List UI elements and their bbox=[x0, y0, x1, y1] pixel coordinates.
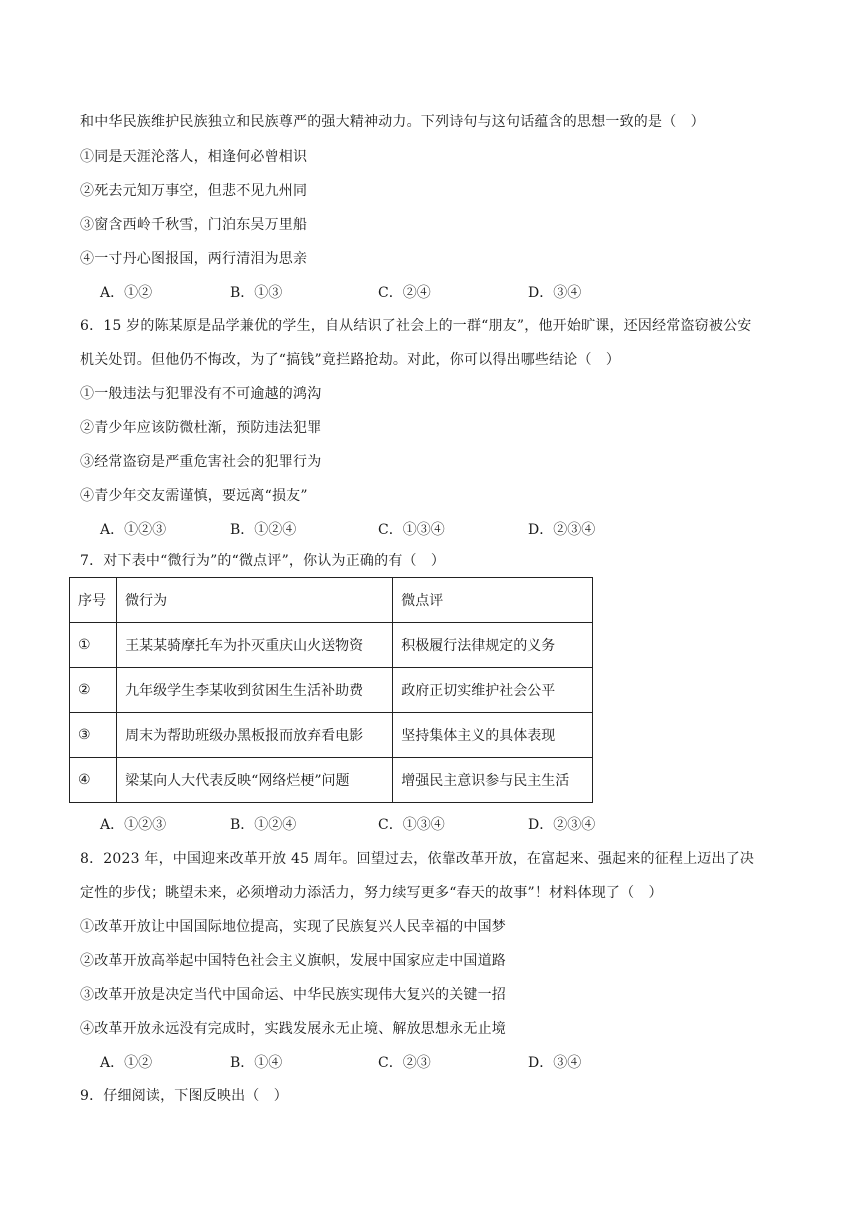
table-header-cell: 微行为 bbox=[117, 578, 393, 623]
q7-option-c[interactable]: C．①③④ bbox=[378, 817, 445, 833]
table-cell: 增强民主意识参与民主生活 bbox=[393, 758, 593, 803]
q6-option-b[interactable]: B．①②④ bbox=[230, 522, 297, 538]
q7-option-b[interactable]: B．①②④ bbox=[230, 817, 297, 833]
q6-option-d[interactable]: D．②③④ bbox=[528, 522, 596, 538]
q8-option-b[interactable]: B．①④ bbox=[230, 1055, 283, 1071]
q6-options bbox=[100, 520, 780, 540]
table-row bbox=[70, 668, 593, 713]
q5-item-3: ③窗含西岭千秋雪，门泊东吴万里船 bbox=[80, 217, 308, 233]
table-cell: 政府正切实维护社会公平 bbox=[393, 668, 593, 713]
q5-options bbox=[100, 283, 780, 303]
table-cell: ④ bbox=[70, 758, 117, 803]
q8-item-3: ③改革开放是决定当代中国命运、中华民族实现伟大复兴的关键一招 bbox=[80, 987, 506, 1003]
q6-item-4: ④青少年交友需谨慎，要远离“损友” bbox=[80, 488, 308, 504]
question-5-stem-tail: 和中华民族维护民族独立和民族尊严的强大精神动力。下列诗句与这句话蕴含的思想一致的是（ ） bbox=[80, 114, 705, 130]
table-cell: 积极履行法律规定的义务 bbox=[393, 623, 593, 668]
table-cell: 周末为帮助班级办黑板报而放弃看电影 bbox=[117, 713, 393, 758]
q6-item-3: ③经常盗窃是严重危害社会的犯罪行为 bbox=[80, 454, 322, 470]
q6-option-c[interactable]: C．①③④ bbox=[378, 522, 445, 538]
q8-item-2: ②改革开放高举起中国特色社会主义旗帜，发展中国家应走中国道路 bbox=[80, 953, 506, 969]
table-row bbox=[70, 623, 593, 668]
q7-table bbox=[69, 577, 593, 803]
table-cell: 王某某骑摩托车为扑灭重庆山火送物资 bbox=[117, 623, 393, 668]
q5-option-d[interactable]: D．③④ bbox=[528, 285, 582, 301]
q8-option-d[interactable]: D．③④ bbox=[528, 1055, 582, 1071]
q5-item-1: ①同是天涯沦落人，相逢何必曾相识 bbox=[80, 149, 308, 165]
q5-option-b[interactable]: B．①③ bbox=[230, 285, 283, 301]
q6-item-2: ②青少年应该防微杜渐，预防违法犯罪 bbox=[80, 420, 322, 436]
q5-option-a[interactable]: A．①② bbox=[100, 285, 153, 301]
q5-item-4: ④一寸丹心图报国，两行清泪为思亲 bbox=[80, 251, 308, 267]
q8-item-4: ④改革开放永远没有完成时，实践发展永无止境、解放思想永无止境 bbox=[80, 1021, 506, 1037]
table-header-cell: 序号 bbox=[70, 578, 117, 623]
q6-option-a[interactable]: A．①②③ bbox=[100, 522, 167, 538]
q8-option-c[interactable]: C．②③ bbox=[378, 1055, 431, 1071]
q8-stem-line-2: 定性的步伐；眺望未来，必须增动力添活力，努力续写更多“春天的故事”！材料体现了（ ） bbox=[80, 885, 663, 901]
table-cell: 梁某向人大代表反映“网络烂梗”问题 bbox=[117, 758, 393, 803]
q8-stem-line-1: 8．2023 年，中国迎来改革开放 45 周年。回望过去，依靠改革开放，在富起来、强起来的征程上迈出了决 bbox=[80, 851, 755, 867]
q8-option-a[interactable]: A．①② bbox=[100, 1055, 153, 1071]
table-cell: 九年级学生李某收到贫困生生活补助费 bbox=[117, 668, 393, 713]
q6-stem-line-1: 6．15 岁的陈某原是品学兼优的学生，自从结识了社会上的一群“朋友”，他开始旷课，还因经常盗窃被公安 bbox=[80, 318, 752, 334]
q9-stem: 9．仔细阅读，下图反映出（ ） bbox=[80, 1088, 288, 1104]
q7-options bbox=[100, 815, 780, 835]
table-cell: ② bbox=[70, 668, 117, 713]
table-row bbox=[70, 713, 593, 758]
table-row bbox=[70, 758, 593, 803]
q8-item-1: ①改革开放让中国国际地位提高，实现了民族复兴人民幸福的中国梦 bbox=[80, 919, 506, 935]
q5-option-c[interactable]: C．②④ bbox=[378, 285, 431, 301]
q7-option-a[interactable]: A．①②③ bbox=[100, 817, 167, 833]
table-cell: 坚持集体主义的具体表现 bbox=[393, 713, 593, 758]
q6-stem-line-2: 机关处罚。但他仍不悔改，为了“搞钱”竟拦路抢劫。对此，你可以得出哪些结论（ ） bbox=[80, 352, 621, 368]
table-header-row bbox=[70, 578, 593, 623]
q8-options bbox=[100, 1053, 780, 1073]
q7-stem: 7．对下表中“微行为”的“微点评”，你认为正确的有（ ） bbox=[80, 553, 446, 569]
table-cell: ③ bbox=[70, 713, 117, 758]
q7-option-d[interactable]: D．②③④ bbox=[528, 817, 596, 833]
table-header-cell: 微点评 bbox=[393, 578, 593, 623]
table-cell: ① bbox=[70, 623, 117, 668]
q6-item-1: ①一般违法与犯罪没有不可逾越的鸿沟 bbox=[80, 386, 322, 402]
q5-item-2: ②死去元知万事空，但悲不见九州同 bbox=[80, 183, 308, 199]
